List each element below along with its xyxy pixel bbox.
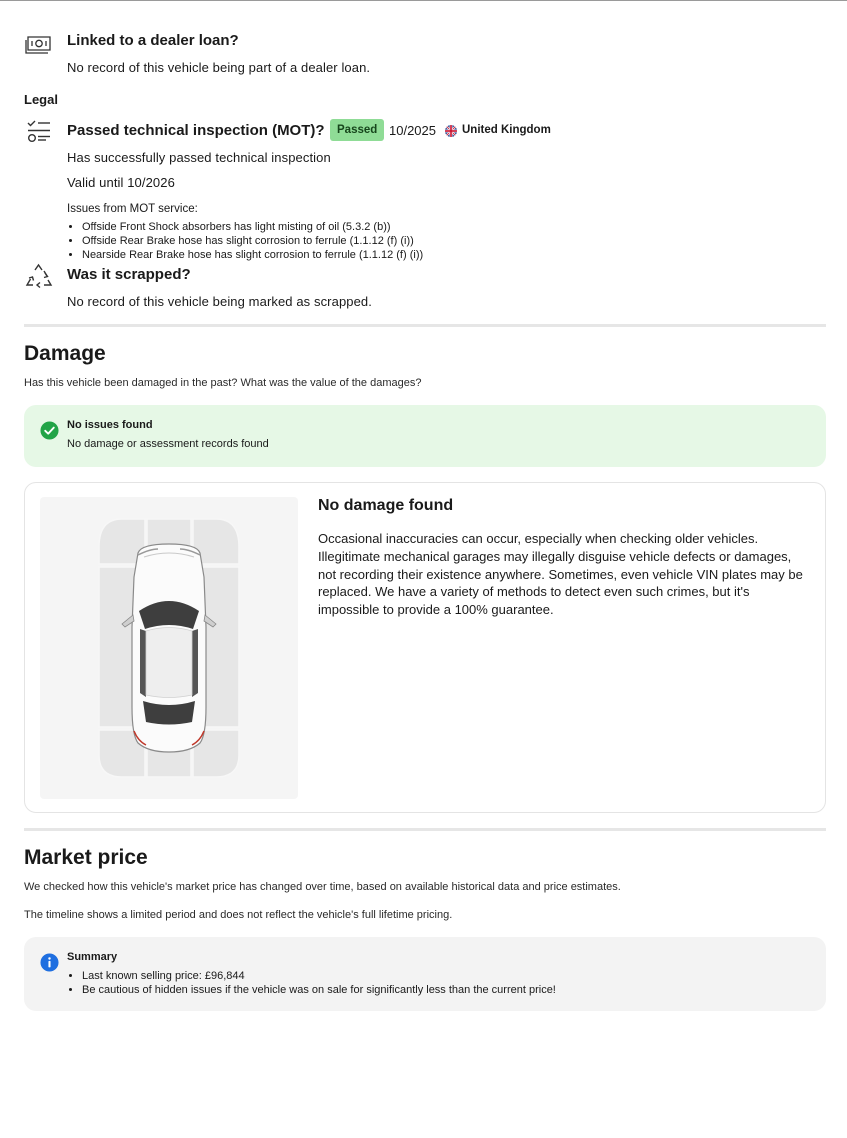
mot-valid-until: Valid until 10/2026 (67, 175, 175, 190)
list-item: • Last known selling price: £96,844 (82, 969, 556, 983)
summary-list (82, 969, 556, 997)
price-summary-box (24, 937, 826, 1011)
mot-check (24, 122, 824, 262)
car-top-view-illustration (40, 497, 298, 799)
damage-status-box (24, 405, 826, 467)
mot-title: Passed technical inspection (MOT)? (67, 122, 325, 139)
status-text: No damage or assessment records found (67, 438, 269, 450)
damage-card (24, 482, 826, 813)
section-divider (24, 828, 826, 831)
mot-date: 10/2025 (389, 123, 436, 138)
list-item: • Be cautious of hidden issues if the vehicle was on sale for significantly less than the current price! (82, 983, 556, 997)
market-price-note: The timeline shows a limited period and does not reflect the vehicle's full lifetime pricing. (24, 909, 453, 921)
country-label: United Kingdom (462, 124, 551, 136)
damage-card-title: No damage found (318, 497, 454, 514)
mot-description: Has successfully passed technical inspection (67, 150, 331, 165)
scrapped-description: No record of this vehicle being marked as scrapped. (67, 294, 372, 309)
mot-issues-label: Issues from MOT service: (67, 203, 198, 215)
summary-title: Summary (67, 951, 118, 963)
list-item: • Offside Rear Brake hose has slight corrosion to ferrule (1.1.12 (f) (i)) (82, 234, 423, 248)
list-item: • Nearside Rear Brake hose has slight corrosion to ferrule (1.1.12 (f) (i)) (82, 248, 423, 262)
scrapped-title: Was it scrapped? (67, 266, 191, 283)
top-divider (0, 0, 847, 1)
info-icon (40, 953, 59, 972)
recycle-icon (24, 262, 54, 292)
damage-heading: Damage (24, 342, 106, 365)
damage-card-text: Occasional inaccuracies can occur, especially when checking older vehicles. Illegitimate mechanical garages may illegally disguise vehicle defects or damages, not recording their existence anywhere. Sometimes, even vehicle VIN plates may be replaced. We have a variety of methods to detect even such crimes, but it's impossible to provide a 100% guarantee. (318, 531, 803, 618)
status-title: No issues found (67, 419, 153, 431)
market-price-subtitle: We checked how this vehicle's market price has changed over time, based on available historical data and price estimates. (24, 881, 621, 893)
mot-issues-list (82, 220, 423, 262)
damage-subtitle: Has this vehicle been damaged in the past? What was the value of the damages? (24, 377, 422, 389)
scrapped-check (24, 266, 824, 316)
legal-section-label: Legal (24, 92, 58, 107)
list-item: • Offside Front Shock absorbers has light misting of oil (5.3.2 (b)) (82, 220, 423, 234)
dealer-loan-description: No record of this vehicle being part of a dealer loan. (67, 60, 371, 75)
uk-flag-icon (445, 125, 457, 137)
market-price-heading: Market price (24, 846, 148, 869)
check-circle-icon (40, 421, 59, 440)
dealer-loan-check (24, 32, 824, 82)
banknote-icon (24, 32, 54, 62)
checklist-icon (24, 118, 54, 148)
car-damage-diagram (40, 497, 298, 799)
section-divider (24, 324, 826, 327)
passed-badge: Passed (330, 119, 384, 141)
dealer-loan-title: Linked to a dealer loan? (67, 32, 239, 49)
